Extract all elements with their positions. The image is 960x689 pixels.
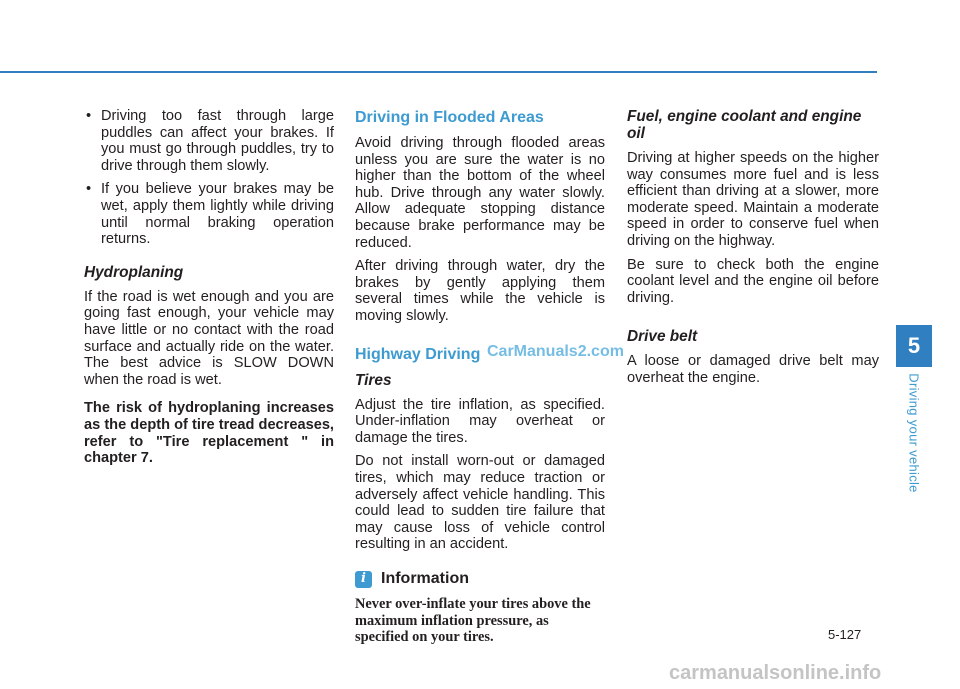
drive-belt-heading: Drive belt	[627, 328, 698, 346]
column-right	[627, 108, 879, 394]
bullet-item: • Driving too fast through large puddles can affect your brakes. If you must go through puddles, try to drive through them slowly.	[84, 108, 334, 174]
chapter-tab	[896, 325, 932, 367]
fuel-heading: Fuel, engine coolant and engine oil	[627, 108, 862, 142]
flooded-areas-text-1: Avoid driving through flooded areas unless you are sure the water is no higher than the bottom of the wheel hub. Drive through any water slowly. Allow adequate stopping distance because brake performance may be reduced.	[355, 135, 605, 251]
hydroplaning-heading: Hydroplaning	[84, 263, 184, 281]
bullet-item: • If you believe your brakes may be wet, apply them lightly while driving until normal braking operation returns.	[84, 181, 334, 247]
hydroplaning-text: If the road is wet enough and you are going fast enough, your vehicle may have little or no contact with the road surface and actually ride on the water. The best advice is SLOW DOWN when the road is wet.	[84, 288, 334, 388]
info-icon: i	[355, 571, 372, 588]
chapter-title: Driving your vehicle	[906, 373, 922, 493]
column-middle	[355, 108, 605, 653]
tires-heading: Tires	[355, 371, 392, 389]
fuel-text-2: Be sure to check both the engine coolant level and the engine oil before driving.	[627, 256, 879, 306]
column-left	[84, 108, 334, 474]
header-rule	[0, 71, 877, 73]
page-number: 5-127	[828, 627, 862, 642]
tires-text-1: Adjust the tire inflation, as specified. Under-inflation may overheat or damage the tires.	[355, 396, 605, 446]
flooded-areas-text-2: After driving through water, dry the brakes by gently applying them several times while the vehicle is moving slowly.	[355, 258, 605, 324]
flooded-areas-heading: Driving in Flooded Areas	[355, 109, 544, 126]
highway-driving-heading: Highway Driving	[355, 345, 481, 363]
information-text: Never over-inflate your tires above the maximum inflation pressure, as specified on your tires.	[355, 595, 591, 646]
watermark: CarManuals2.com	[487, 343, 624, 360]
hydroplaning-warning: The risk of hydroplaning increases as the depth of tire tread decreases, refer to "Tire replacement " in chapter 7.	[84, 400, 334, 467]
tires-text-2: Do not install worn-out or damaged tires, which may reduce traction or adversely affect vehicle handling. This could lead to sudden tire failure that may cause loss of vehicle control resulting in an accident.	[355, 453, 605, 553]
fuel-text-1: Driving at higher speeds on the higher way consumes more fuel and is less efficient than driving at a slower, more moderate speed. Maintain a moderate speed in order to conserve fuel when driving on the highway.	[627, 150, 879, 249]
drive-belt-text: A loose or damaged drive belt may overheat the engine.	[627, 353, 879, 386]
information-header	[355, 571, 605, 588]
bullet-list	[84, 108, 334, 248]
information-title: Information	[381, 570, 469, 588]
footer-watermark: carmanualsonline.info	[669, 662, 882, 684]
chapter-number: 5	[907, 333, 921, 358]
